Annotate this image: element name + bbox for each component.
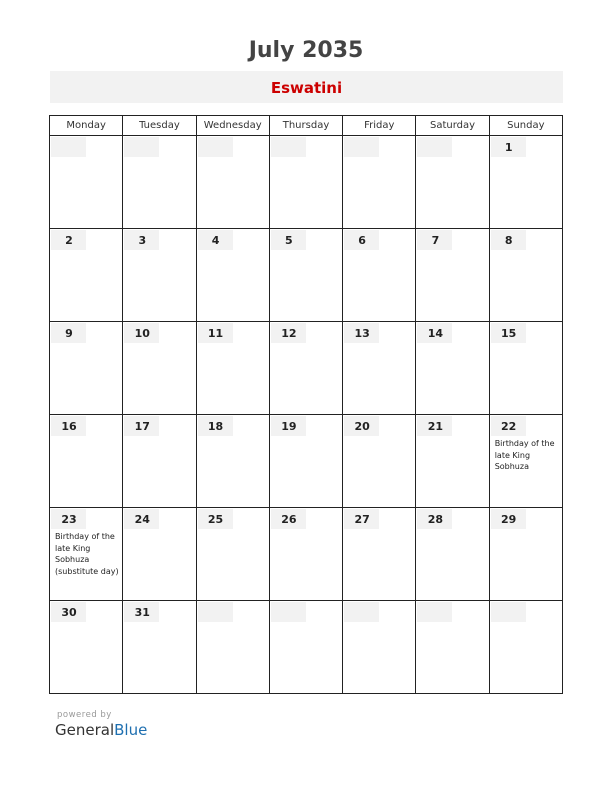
day-number: 8 <box>504 234 513 247</box>
day-number: 21 <box>427 420 444 433</box>
day-cell <box>416 322 489 415</box>
day-number-box <box>124 509 159 529</box>
calendar-title: July 2035 <box>248 38 364 63</box>
day-cell <box>123 415 196 508</box>
day-cell <box>123 601 196 694</box>
day-number: 3 <box>138 234 147 247</box>
day-cell <box>489 601 562 694</box>
day-number: 31 <box>134 606 150 619</box>
day-number: 27 <box>354 513 370 526</box>
day-number-box <box>124 323 159 343</box>
day-number: 22 <box>501 420 517 433</box>
day-cell <box>50 508 123 601</box>
day-cell <box>489 415 562 508</box>
day-number: 5 <box>285 234 293 247</box>
day-cell <box>123 136 196 229</box>
day-cell <box>343 508 416 601</box>
day-number-box <box>271 602 306 622</box>
day-number-box <box>491 230 526 250</box>
day-number: 18 <box>207 420 224 433</box>
day-number-box <box>198 509 233 529</box>
holiday-label: Birthday of the late King Sobhuza <box>494 439 555 471</box>
day-cell <box>196 136 269 229</box>
day-number: 29 <box>501 513 517 526</box>
day-number-box <box>491 602 526 622</box>
day-number: 4 <box>211 234 220 247</box>
weekday-thursday: Thursday <box>269 116 342 136</box>
day-number-box <box>124 137 159 157</box>
day-number-box <box>344 137 379 157</box>
day-number: 2 <box>65 234 73 247</box>
day-cell <box>343 136 416 229</box>
day-number: 20 <box>354 420 370 433</box>
day-cell <box>269 415 342 508</box>
day-number-box <box>344 602 379 622</box>
powered-by-label: powered by <box>57 710 112 720</box>
day-cell <box>123 322 196 415</box>
day-cell <box>50 229 123 322</box>
day-cell <box>269 136 342 229</box>
day-cell <box>196 229 269 322</box>
day-number-box <box>51 416 86 436</box>
weekday-saturday: Saturday <box>416 116 489 136</box>
day-number-box <box>124 602 159 622</box>
day-number-box <box>198 416 233 436</box>
day-number-box <box>51 137 86 157</box>
day-number: 10 <box>134 327 150 340</box>
day-number-box <box>491 416 526 436</box>
country-name: Eswatini <box>270 79 343 97</box>
day-number-box <box>51 323 86 343</box>
brand-blue: Blue <box>114 721 148 739</box>
day-number-box <box>491 323 526 343</box>
day-number: 28 <box>427 513 444 526</box>
day-number: 16 <box>61 420 77 433</box>
week-row <box>50 508 563 601</box>
day-number: 15 <box>501 327 517 340</box>
day-cell <box>489 136 562 229</box>
day-cell <box>489 229 562 322</box>
day-cell <box>489 322 562 415</box>
day-number-box <box>417 137 452 157</box>
day-number: 13 <box>354 327 370 340</box>
day-cell <box>50 415 123 508</box>
day-number-box <box>198 602 233 622</box>
day-number: 26 <box>281 513 297 526</box>
day-number: 30 <box>61 606 77 619</box>
day-number-box <box>271 323 306 343</box>
weekday-monday: Monday <box>50 116 123 136</box>
calendar-grid <box>49 115 563 694</box>
day-number-box <box>417 602 452 622</box>
day-number-box <box>198 230 233 250</box>
day-number-box <box>271 416 306 436</box>
day-number-box <box>271 230 306 250</box>
day-cell <box>196 508 269 601</box>
day-number: 7 <box>431 234 440 247</box>
brand-general: General <box>55 721 115 739</box>
day-cell <box>416 136 489 229</box>
week-row <box>50 229 563 322</box>
day-cell <box>489 508 562 601</box>
day-number: 14 <box>427 327 444 340</box>
day-number-box <box>344 230 379 250</box>
day-cell <box>343 601 416 694</box>
day-cell <box>269 229 342 322</box>
weekday-header-row <box>50 116 563 136</box>
day-cell <box>50 322 123 415</box>
day-cell <box>50 601 123 694</box>
day-number-box <box>491 137 526 157</box>
day-cell <box>416 415 489 508</box>
day-cell <box>269 601 342 694</box>
day-cell <box>343 415 416 508</box>
day-number: 12 <box>281 327 297 340</box>
day-number-box <box>344 416 379 436</box>
week-row <box>50 136 563 229</box>
day-cell <box>269 508 342 601</box>
day-number-box <box>198 323 233 343</box>
day-number-box <box>417 323 452 343</box>
day-number: 1 <box>504 141 513 154</box>
day-cell <box>50 136 123 229</box>
day-number-box <box>344 509 379 529</box>
day-cell <box>269 322 342 415</box>
week-row <box>50 415 563 508</box>
day-number-box <box>271 137 306 157</box>
day-number: 23 <box>61 513 77 526</box>
day-number-box <box>417 230 452 250</box>
day-number-box <box>271 509 306 529</box>
day-cell <box>416 601 489 694</box>
day-number-box <box>417 509 452 529</box>
day-number-box <box>51 602 86 622</box>
weekday-friday: Friday <box>343 116 416 136</box>
day-cell <box>416 229 489 322</box>
weekday-sunday: Sunday <box>489 116 562 136</box>
country-banner <box>50 71 563 103</box>
day-number-box <box>124 416 159 436</box>
day-cell <box>196 601 269 694</box>
day-cell <box>123 508 196 601</box>
day-number-box <box>51 509 86 529</box>
day-number-box <box>417 416 452 436</box>
day-number: 11 <box>207 327 224 340</box>
week-row <box>50 322 563 415</box>
generalblue-logo <box>55 721 147 739</box>
day-number: 19 <box>281 420 297 433</box>
day-cell <box>343 322 416 415</box>
day-number-box <box>491 509 526 529</box>
weekday-wednesday: Wednesday <box>196 116 269 136</box>
day-cell <box>416 508 489 601</box>
day-cell <box>343 229 416 322</box>
day-number: 25 <box>207 513 224 526</box>
weekday-tuesday: Tuesday <box>123 116 196 136</box>
day-number: 24 <box>134 513 150 526</box>
holiday-label: Birthday of the late King Sobhuza (substitute day) <box>55 532 119 576</box>
day-number: 6 <box>358 234 366 247</box>
week-row <box>50 601 563 694</box>
day-number-box <box>51 230 86 250</box>
day-cell <box>123 229 196 322</box>
day-cell <box>196 415 269 508</box>
day-number-box <box>198 137 233 157</box>
day-number: 17 <box>134 420 150 433</box>
day-number-box <box>124 230 159 250</box>
day-cell <box>196 322 269 415</box>
day-number-box <box>344 323 379 343</box>
day-number: 9 <box>65 327 73 340</box>
